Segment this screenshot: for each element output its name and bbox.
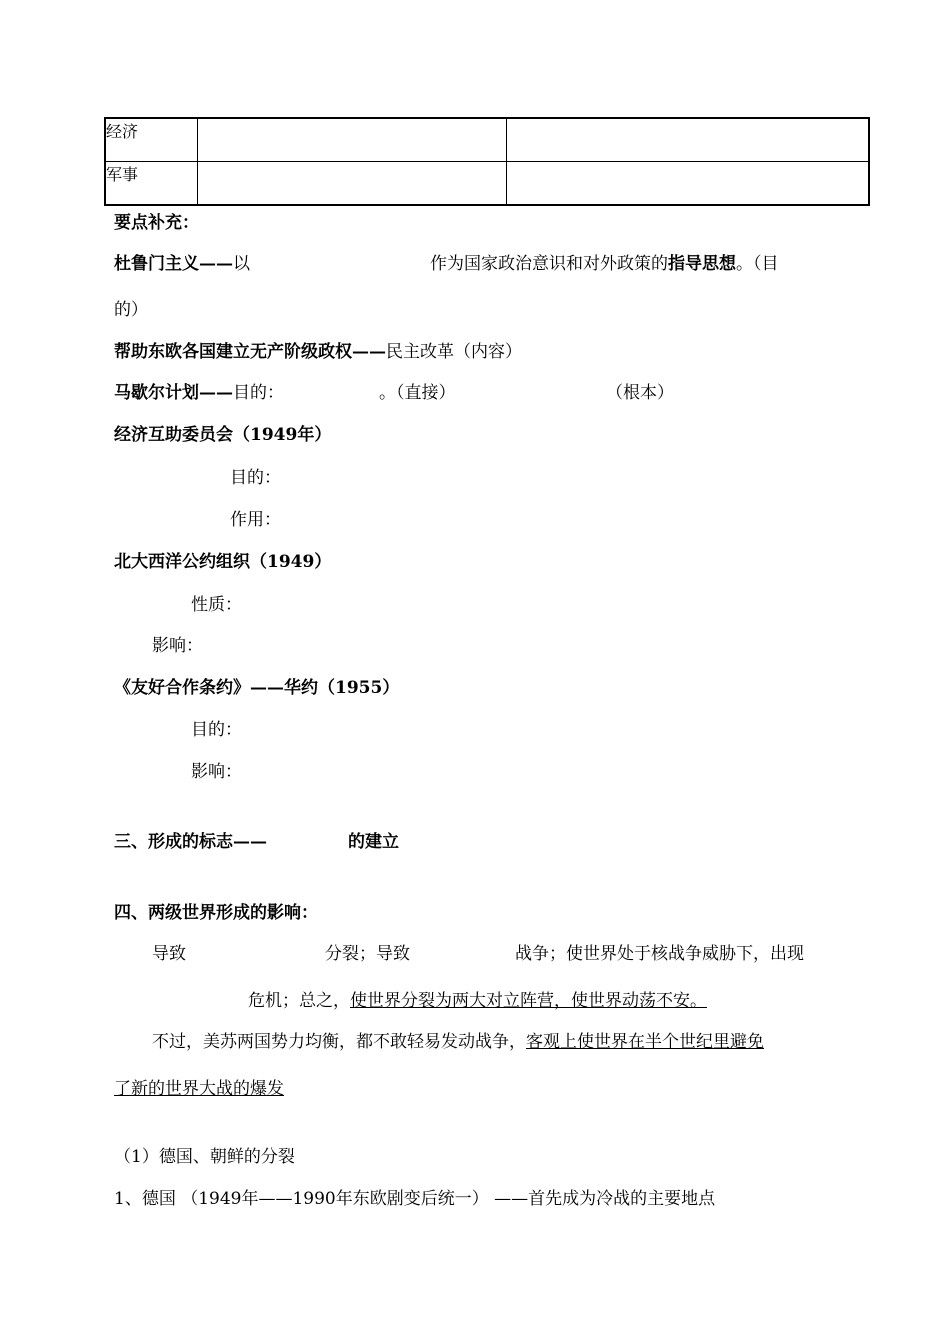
- part1-heading: （1）德国、朝鲜的分裂: [114, 1147, 295, 1167]
- section4-l3a: 不过，美苏两国势力均衡，都不敢轻易发动战争，: [152, 1032, 526, 1052]
- table-cell: [507, 118, 870, 162]
- supplement-title: 要点补充：: [114, 213, 199, 233]
- section4-line2: [248, 989, 707, 1013]
- section3-lead: 三、形成的标志——: [114, 832, 267, 852]
- section3-line: [114, 830, 267, 854]
- section4-l3u: 客观上使世界在半个世纪里避免: [526, 1032, 764, 1052]
- nato-title: 北大西洋公约组织（1949）: [114, 552, 332, 572]
- comecon-title: 经济互助委员会（1949年）: [114, 425, 332, 445]
- section4-l2a: 危机；总之，: [248, 991, 350, 1011]
- nato-impact: 影响：: [152, 636, 203, 656]
- table-cell: [198, 162, 507, 206]
- truman-text3: 。（目: [736, 254, 779, 274]
- section4-l4u: 了新的世界大战的爆发: [114, 1079, 284, 1099]
- truman-lead: 杜鲁门主义——: [114, 254, 233, 274]
- table-row: [105, 118, 869, 162]
- warsaw-title: 《友好合作条约》——华约（1955）: [114, 678, 400, 698]
- comecon-effect: 作用：: [230, 510, 281, 530]
- warsaw-impact: 影响：: [191, 762, 242, 782]
- section4-l1c: 战争；使世界处于核战争威胁下，出现: [515, 944, 804, 964]
- help-east-lead: 帮助东欧各国建立无产阶级政权——: [114, 342, 386, 362]
- section4-l1a: 导致: [152, 944, 186, 964]
- table-row-label: 军事: [105, 162, 198, 206]
- help-east-line: [114, 340, 522, 364]
- help-east-text: 民主改革（内容）: [386, 342, 522, 362]
- comparison-table: [104, 117, 870, 206]
- nato-nature: 性质：: [191, 595, 242, 615]
- table-cell: [507, 162, 870, 206]
- section4-title: 四、两级世界形成的影响：: [114, 903, 318, 923]
- truman-line: [114, 252, 250, 276]
- truman-bold: 指导思想: [668, 254, 736, 274]
- marshall-text1: 目的：: [233, 383, 284, 403]
- section4-line3: [152, 1030, 764, 1054]
- table-row: [105, 162, 869, 206]
- comecon-purpose: 目的：: [230, 468, 281, 488]
- section3-tail: 的建立: [348, 832, 399, 852]
- truman-line-cont: [430, 252, 779, 276]
- table-cell: [198, 118, 507, 162]
- warsaw-purpose: 目的：: [191, 720, 242, 740]
- marshall-text3: （根本）: [606, 383, 674, 403]
- marshall-text2: 。（直接）: [379, 383, 456, 403]
- section4-l2u: 使世界分裂为两大对立阵营，使世界动荡不安。: [350, 991, 707, 1011]
- section4-l1b: 分裂；导致: [325, 944, 410, 964]
- truman-cont: 的）: [114, 300, 148, 320]
- germany-line: 1、德国 （1949年——1990年东欧剧变后统一） ——首先成为冷战的主要地点: [114, 1189, 716, 1209]
- marshall-line: [114, 381, 284, 405]
- truman-text1: 以: [233, 254, 250, 274]
- table-row-label: 经济: [105, 118, 198, 162]
- truman-text2: 作为国家政治意识和对外政策的: [430, 254, 668, 274]
- marshall-lead: 马歇尔计划——: [114, 383, 233, 403]
